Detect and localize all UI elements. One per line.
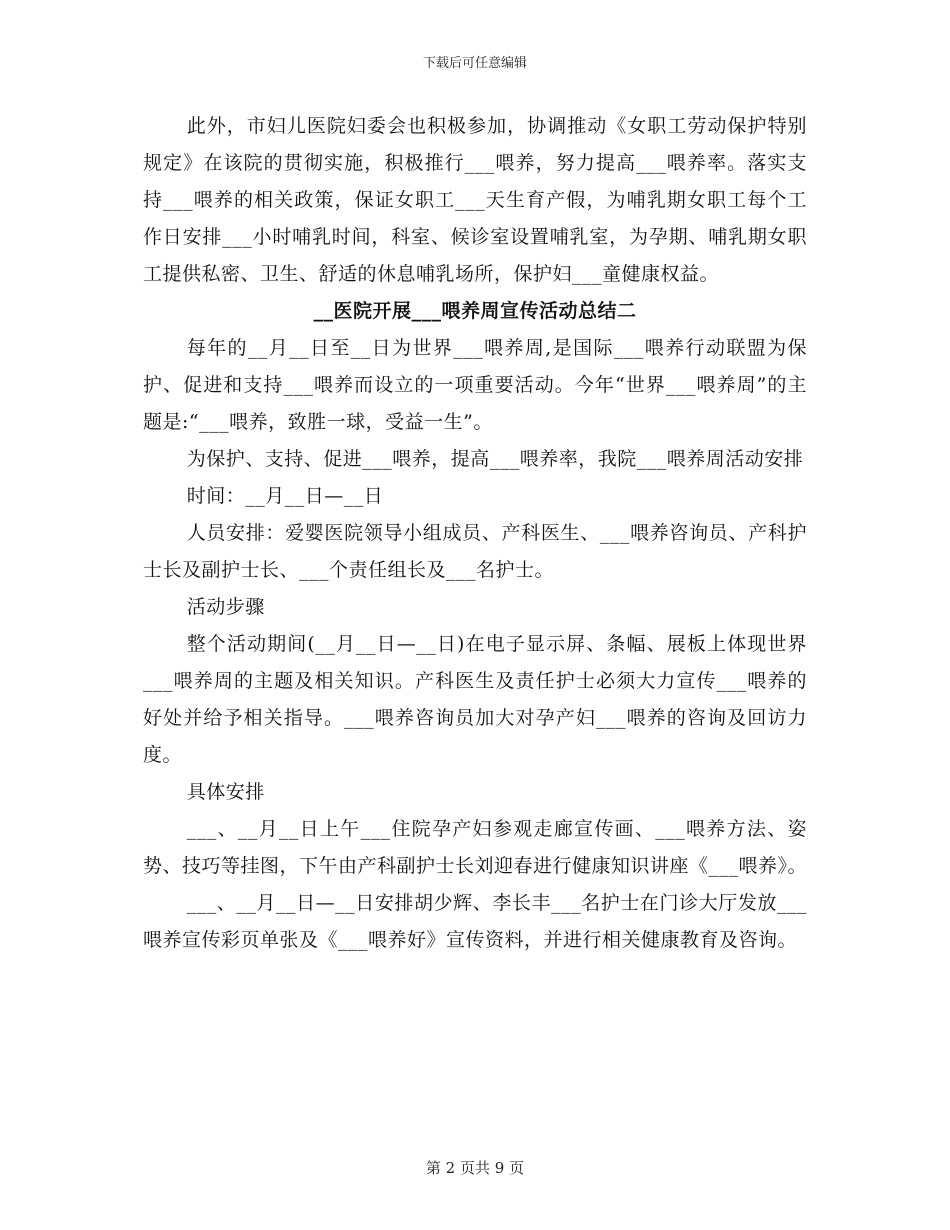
body-paragraph: 人员安排：爱婴医院领导小组成员、产科医生、___喂养咨询员、产科护士长及副护士长、___个责任组长及___名护士。 bbox=[143, 522, 807, 581]
body-paragraph: 为保护、支持、促进___喂养，提高___喂养率，我院___喂养周活动安排 bbox=[186, 448, 804, 470]
body-paragraph: ___、__月__日—__日安排胡少辉、李长丰___名护士在门诊大厅发放___喂养宣传彩页单张及《___喂养好》宣传资料，并进行相关健康教育及咨询。 bbox=[143, 892, 807, 951]
section-heading: __医院开展___喂养周宣传活动总结二 bbox=[313, 300, 637, 322]
body-paragraph: 活动步骤 bbox=[186, 596, 265, 618]
page-header: 下载后可任意编辑 bbox=[422, 56, 527, 71]
body-paragraph: 整个活动期间(__月__日—__日)在电子显示屏、条幅、展板上体现世界___喂养周的主题及相关知识。产科医生及责任护士必须大力宣传___喂养的好处并给予相关指导。___喂养咨询员加大对孕产妇___喂养的咨询及回访力度。 bbox=[143, 633, 807, 766]
body-paragraph: 具体安排 bbox=[186, 781, 265, 803]
page-footer: 第 2 页共 9 页 bbox=[425, 1159, 525, 1177]
body-paragraph: 时间：__月__日—__日 bbox=[186, 485, 384, 507]
body-paragraph: ___、__月__日上午___住院孕产妇参观走廊宣传画、___喂养方法、姿势、技巧等挂图，下午由产科副护士长刘迎春进行健康知识讲座《___喂养》。 bbox=[143, 818, 808, 877]
body-paragraph: 每年的__月__日至__日为世界___喂养周,是国际___喂养行动联盟为保护、促进和支持___喂养而设立的一项重要活动。今年“世界___喂养周”的主题是:“___喂养，致胜一球，受益一生”。 bbox=[143, 337, 807, 433]
document-body bbox=[143, 108, 807, 959]
body-paragraph: 此外，市妇儿医院妇委会也积极参加，协调推动《女职工劳动保护特别规定》在该院的贯彻实施，积极推行___喂养，努力提高___喂养率。落实支持___喂养的相关政策，保证女职工___天生育产假，为哺乳期女职工每个工作日安排___小时哺乳时间，科室、候诊室设置哺乳室，为孕期、哺乳期女职工提供私密、卫生、舒适的休息哺乳场所，保护妇___童健康权益。 bbox=[143, 115, 807, 285]
